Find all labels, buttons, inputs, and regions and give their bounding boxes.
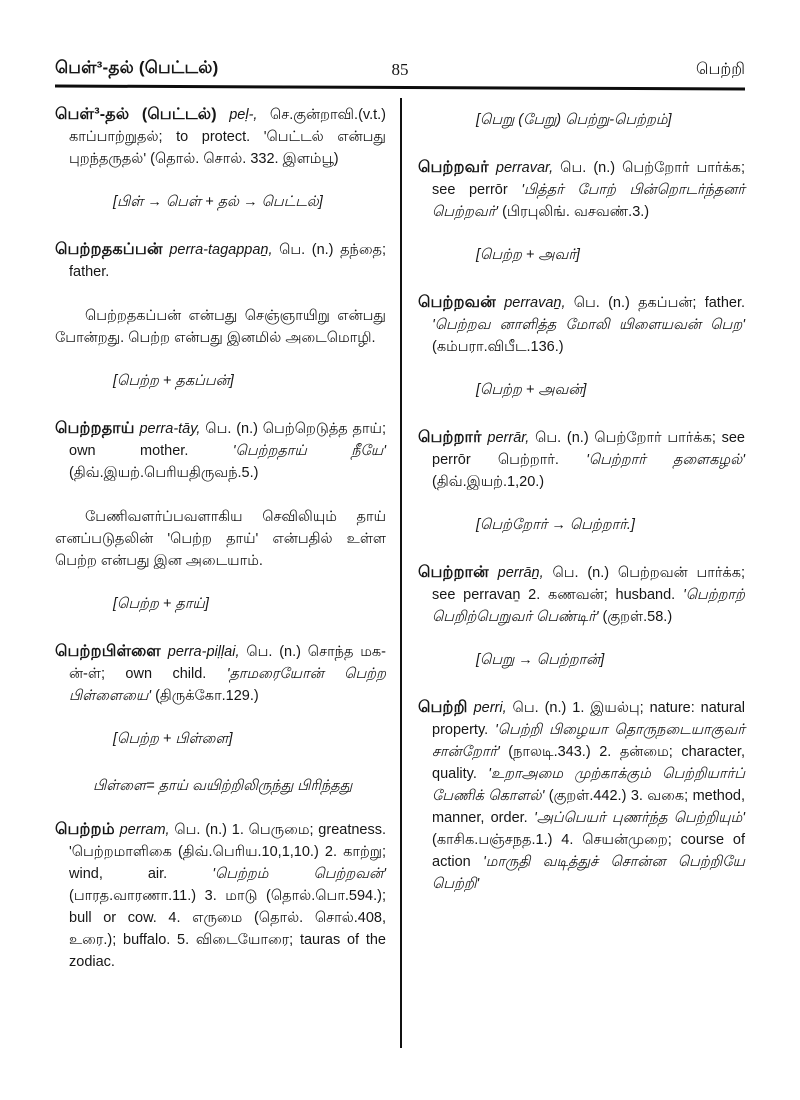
definition-text: செ.குன்றாவி.(v.t.) காப்பாற்றுதல்; to protect. 'பெட்டல் என்பது புறந்தருதல்' (தொல். சொல். 332. இளம்பூ) xyxy=(69,107,386,167)
running-head-right-guideword: பெற்றி xyxy=(695,61,745,78)
dictionary-entry xyxy=(55,641,386,707)
entry-headword: பெற்றவன் xyxy=(418,294,496,311)
dictionary-entry xyxy=(55,819,386,973)
definition-text: பெ. (n.) 1. பெருமை; greatness. 'பெற்றமாளிகை (திவ்.பெரிய.10,1,10.) 2. காற்று; wind, air. xyxy=(69,822,387,882)
dictionary-entry xyxy=(55,239,386,283)
definition-text: (திவ்.இயற்.1,20.) xyxy=(432,474,545,490)
etymology-line: [பெற்ற + தாய்] xyxy=(113,596,209,612)
definition-text: (பிரபுலிங். வசவண்.3.) xyxy=(498,204,650,220)
text-columns xyxy=(55,98,745,1048)
entry-transliteration: perravaṉ, xyxy=(504,295,566,311)
entry-transliteration: perra-piḷḷai, xyxy=(167,644,240,660)
entry-headword: பெள்³-தல் xyxy=(55,106,130,123)
definition-text: பெ. (n.) தந்தை; father. xyxy=(69,242,387,280)
definition-text: (குறள்.58.) xyxy=(598,609,673,625)
dictionary-entry xyxy=(418,697,745,895)
quotation-text: 'அப்பெயர் புணர்ந்த பெற்றியும்' xyxy=(533,810,746,826)
header-rule xyxy=(55,84,745,90)
quotation-text: 'பெற்றவ னாளித்த மோலி யிளையவன் பெற' xyxy=(432,317,745,333)
definition-text: (கம்பரா.விபீட.136.) xyxy=(432,339,564,355)
entry-headword: பெற்றி xyxy=(418,699,468,716)
entry-transliteration: perram, xyxy=(119,822,170,838)
entry-headword: பெற்றபிள்ளை xyxy=(55,643,161,660)
quotation-text: 'தாமரையோன் பெற்ற பிள்ளையை' xyxy=(69,666,386,704)
entry-transliteration: peḷ-, xyxy=(229,107,258,123)
definition-text: பெ. (n.) 1. இயல்பு; nature: natural property. xyxy=(432,700,746,738)
quotation-text: 'பெற்றி பிழையா தொருநடையாகுவர் சான்றோர்' xyxy=(432,722,745,760)
quotation-text: 'பெற்றாற் பெறிற்பெறுவர் பெண்டிர்' xyxy=(432,587,745,625)
entry-headword: பெற்றதகப்பன் xyxy=(55,241,163,258)
etymology-line: [பெறு → பெற்றான்] xyxy=(476,652,605,668)
definition-text: (திருக்கோ.129.) xyxy=(151,688,259,704)
entry-transliteration: perrār, xyxy=(487,430,530,446)
dictionary-entry xyxy=(418,157,745,223)
entry-transliteration: perravar, xyxy=(495,160,554,176)
etymology-line: [பெற்றோர் → பெற்றார்.] xyxy=(476,517,635,533)
note-line: பிள்ளை= தாய் வயிற்றிலிருந்து பிரிந்தது xyxy=(93,778,353,794)
dictionary-entry xyxy=(418,427,745,493)
entry-headword: பெற்றான் xyxy=(418,564,489,581)
etymology-line: [பிள் → பெள் + தல் → பெட்டல்] xyxy=(113,194,323,210)
entry-transliteration: perra-tāy, xyxy=(139,421,201,437)
definition-text: பெ. (n.) சொந்த மக-ன்-ள்; own child. xyxy=(69,644,386,682)
entry-transliteration: perri, xyxy=(473,700,507,716)
etymology-line: [பெறு (பேறு) பெற்று-பெற்றம்] xyxy=(476,112,672,128)
definition-text: பெ. (n.) தகப்பன்; father. xyxy=(573,295,746,311)
entry-headword: பெற்றம் xyxy=(55,821,115,838)
definition-text: (நாலடி.343.) 2. தன்மை; character, quality. xyxy=(432,744,745,782)
entry-alternate-form: (பெட்டல்) xyxy=(141,106,217,123)
commentary-paragraph xyxy=(55,305,386,349)
entry-headword: பெற்றவர் xyxy=(418,159,489,176)
definition-text: பேணிவளர்ப்பவளாகிய செவிலியும் தாய் எனப்படுதலின் 'பெற்ற தாய்' என்பதில் உள்ள பெற்ற என்பது இன அடையாம். xyxy=(55,509,386,569)
quotation-text: 'உறாஅமை முற்காக்கும் பெற்றியார்ப் பேணிக் கொளல்' xyxy=(432,766,745,804)
running-header xyxy=(55,50,745,80)
etymology-line: [பெற்ற + அவன்] xyxy=(476,382,587,398)
dictionary-entry xyxy=(418,292,745,358)
quotation-text: 'பெற்றார் தளைகழல்' xyxy=(586,452,746,468)
dictionary-entry xyxy=(418,562,745,628)
definition-text: பெ. (n.) பெற்றவன் பார்க்க; see perravaṉ 2. கணவன்; husband. xyxy=(432,565,746,603)
left-column xyxy=(55,98,400,1048)
definition-text: (பாரத.வாரணா.11.) 3. மாடு (தொல்.பொ.594.); bull or cow. 4. எருமை (தொல். சொல்.408, உரை.); buffalo. 5. விடையோரை; tauras of the zodiac. xyxy=(69,888,386,970)
page-number: 85 xyxy=(391,60,409,79)
entry-headword: பெற்றதாய் xyxy=(55,420,135,437)
definition-text: பெ. (n.) பெற்றோர் பார்க்க; see perrōr பெற்றார். xyxy=(432,430,745,468)
etymology-line: [பெற்ற + பிள்ளை] xyxy=(113,731,233,747)
definition-text: பெ. (n.) பெற்றெடுத்த தாய்; own mother. xyxy=(69,421,387,459)
quotation-text: 'பெற்றம் பெற்றவன்' xyxy=(212,866,386,882)
entry-transliteration: perrāṉ, xyxy=(497,565,544,581)
quotation-text: 'மாருதி வடித்துச் சொன்ன பெற்றியே பெற்றி' xyxy=(432,854,745,892)
definition-text: பெற்றதகப்பன் என்பது செஞ்ஞாயிறு என்பது போன்றது. பெற்ற என்பது இனமில் அடைமொழி. xyxy=(55,308,386,346)
definition-text: (குறள்.442.) 3. வகை; method, manner, order. xyxy=(432,788,745,826)
etymology-line: [பெற்ற + தகப்பன்] xyxy=(113,373,234,389)
dictionary-entry xyxy=(55,104,386,170)
etymology-line: [பெற்ற + அவர்] xyxy=(476,247,580,263)
definition-text: (திவ்.இயற்.பெரியதிருவந்.5.) xyxy=(69,465,259,481)
quotation-text: 'பித்தர் போற் பின்றொடர்ந்தனர் பெற்றவர்' xyxy=(432,182,745,220)
commentary-paragraph xyxy=(55,506,386,572)
quotation-text: 'பெற்றதாய் நீயே' xyxy=(232,443,386,459)
definition-text: (காசிக.பஞ்சநத.1.) 4. செயன்முறை; course of action xyxy=(432,832,745,870)
right-column xyxy=(400,98,745,1048)
entry-headword: பெற்றார் xyxy=(418,429,482,446)
definition-text: பெ. (n.) பெற்றோர் பார்க்க; see perrōr xyxy=(432,160,745,198)
running-head-left-guideword: பெள்³-தல் (பெட்டல்) xyxy=(55,58,219,77)
dictionary-entry xyxy=(55,418,386,484)
entry-transliteration: perra-tagappaṉ, xyxy=(169,242,273,258)
